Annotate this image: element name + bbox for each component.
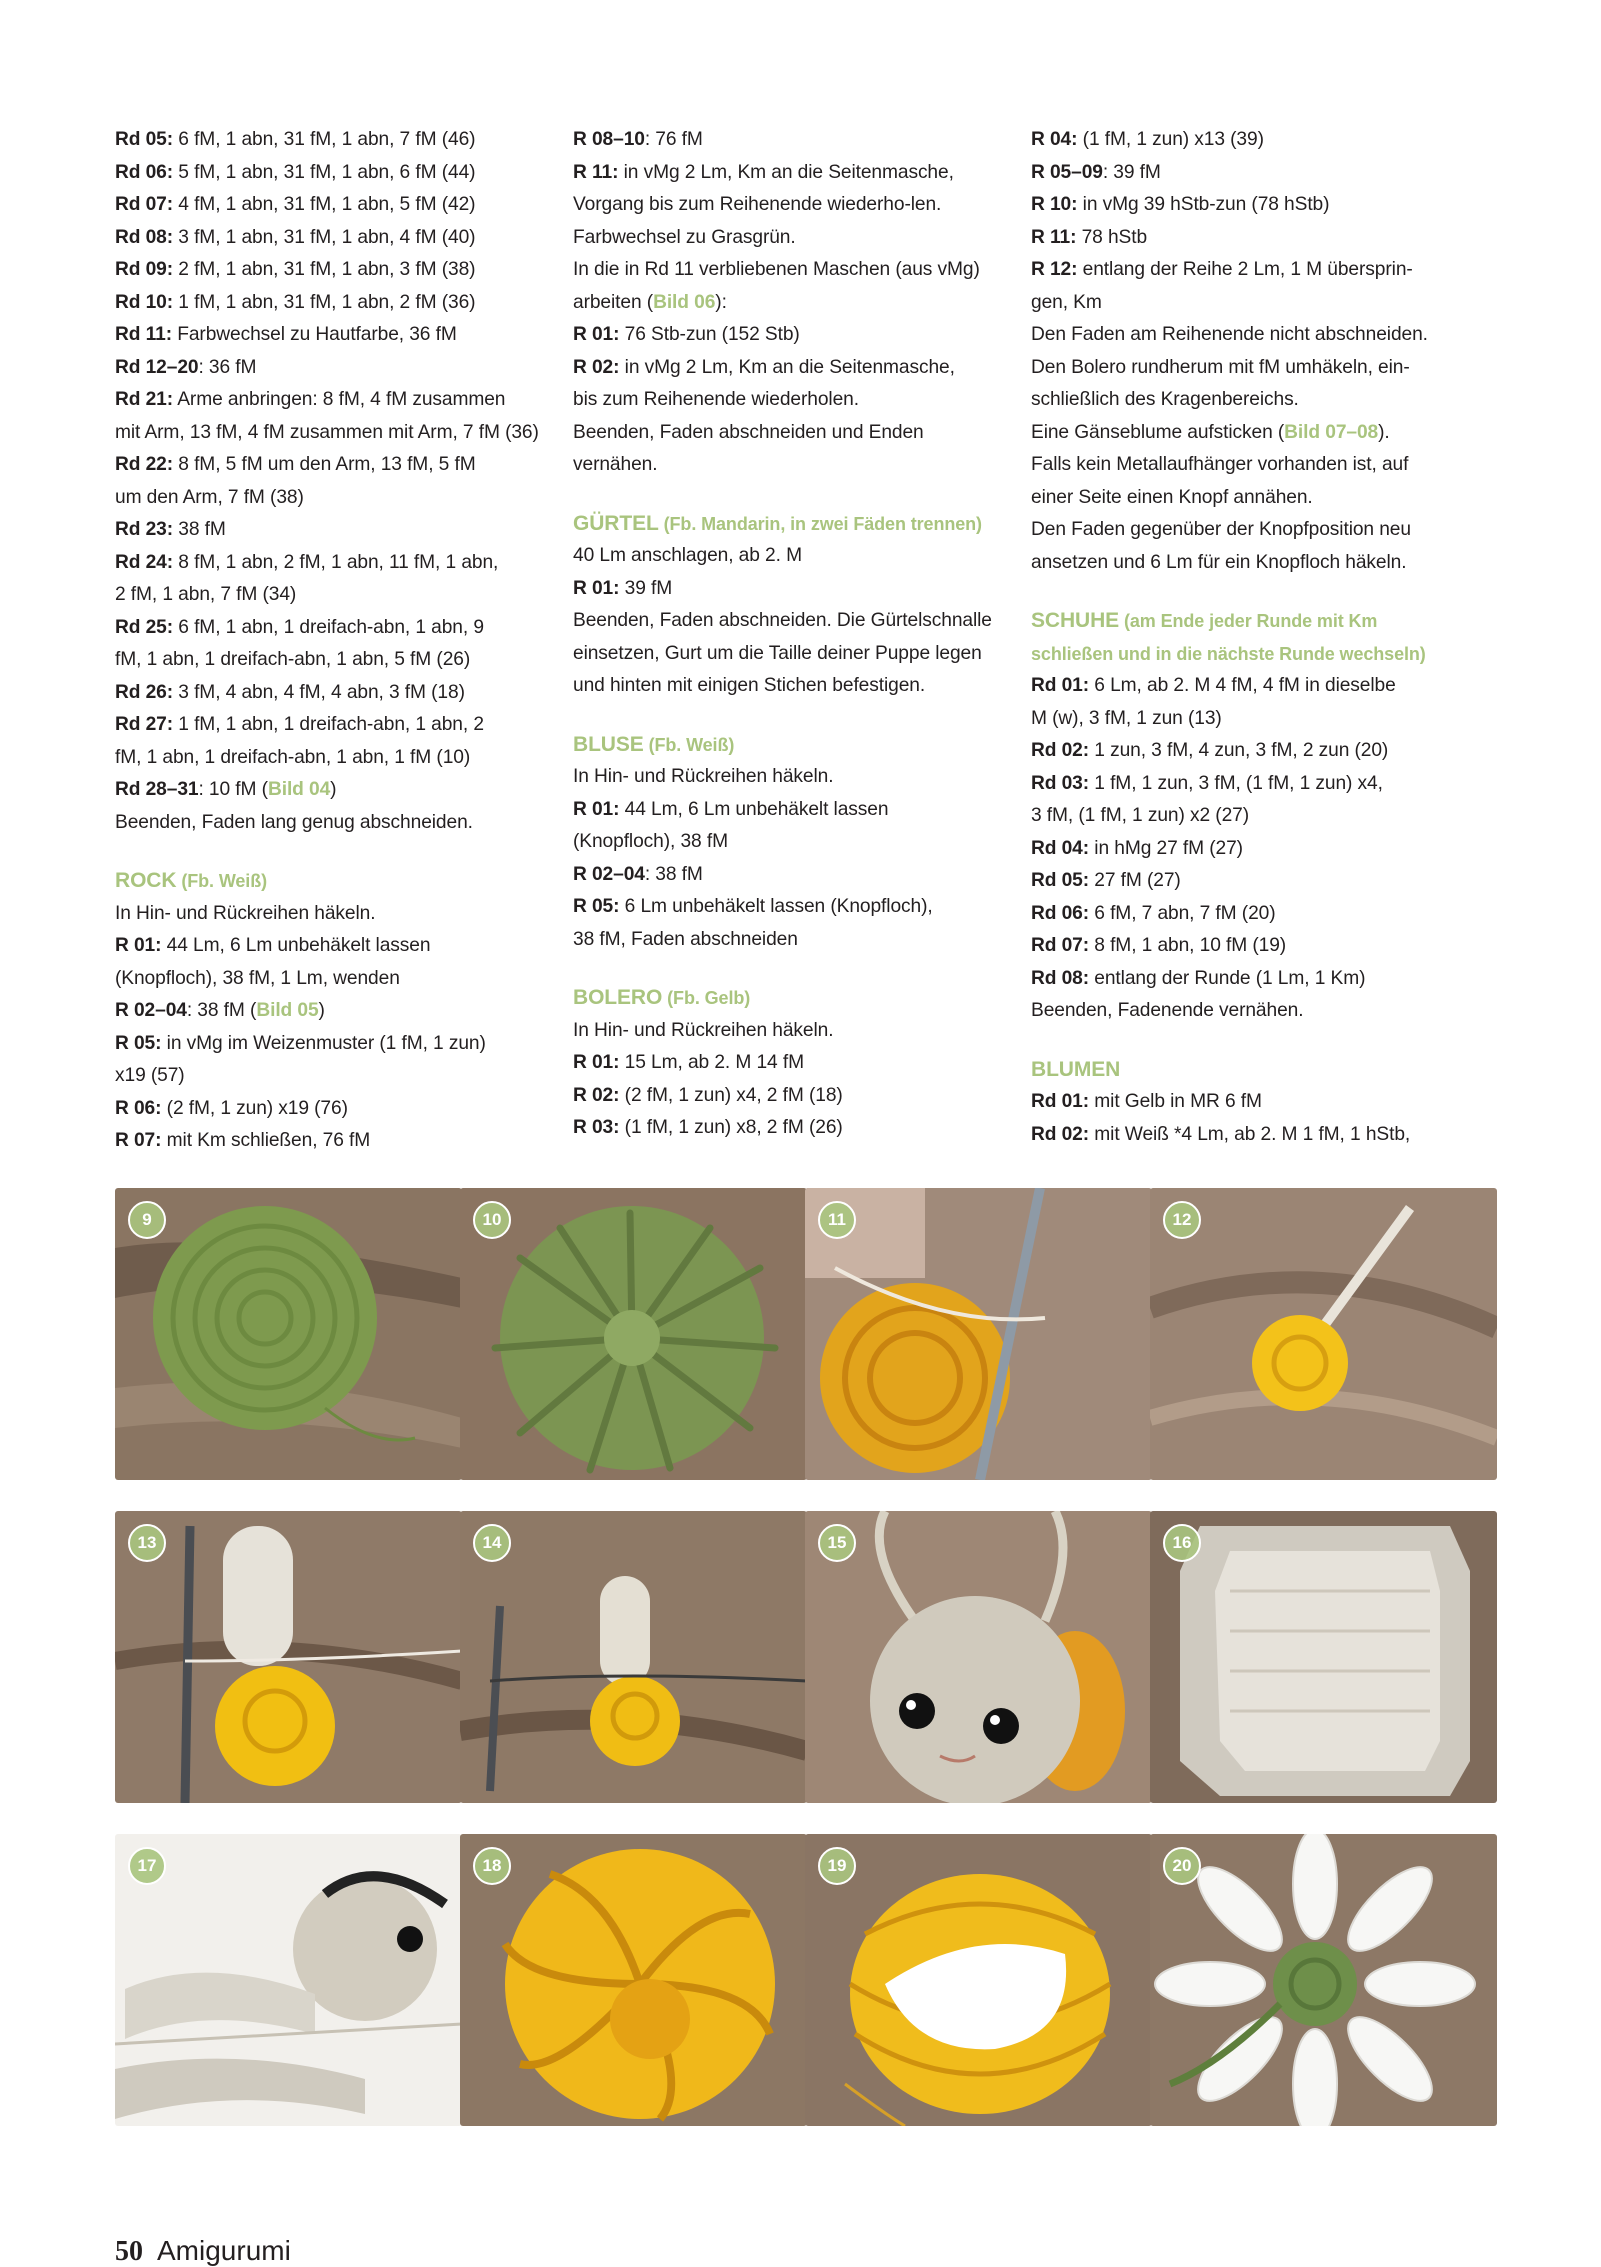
instruction-text: Eine Gänseblume aufsticken ( [1031, 421, 1285, 443]
photo-20 [1150, 1834, 1497, 2126]
instruction-text: 3 fM, 1 abn, 31 fM, 1 abn, 4 fM (40) [173, 226, 476, 248]
text-line [573, 1047, 1003, 1080]
yellow-piece-with-hook-image [805, 1188, 1152, 1480]
round-label: R 11: [1031, 226, 1077, 248]
yellow-piece-with-hook-image [460, 1511, 807, 1803]
round-label: Rd 07: [115, 194, 174, 215]
instruction-text: Vorgang bis zum Reihenende wiederho-len. [573, 194, 942, 215]
text-line [115, 417, 545, 450]
instruction-text: Falls kein Metallaufhänger vorhanden ist, auf [1031, 454, 1409, 475]
instruction-text: mit Weiß *4 Lm, ab 2. M 1 fM, 1 hStb, [1089, 1123, 1411, 1145]
round-label: R 01: [573, 577, 620, 599]
blumen-instructions [1031, 1086, 1461, 1151]
instruction-text: 6 fM, 1 abn, 1 dreifach-abn, 1 abn, 9 [173, 616, 484, 638]
instruction-text: und hinten mit einigen Stichen befestigen. [573, 675, 926, 696]
text-line [573, 924, 1003, 957]
text-line [573, 384, 1003, 417]
instruction-text: einsetzen, Gurt um die Taille deiner Puppe legen [573, 642, 982, 664]
text-line [115, 1060, 545, 1093]
instruction-text: in vMg 2 Lm, Km an die Seitenmasche, [619, 356, 955, 378]
text-line [573, 319, 1003, 352]
round-label: Rd 02: [1031, 1123, 1090, 1145]
text-line [1031, 319, 1461, 352]
photo-number-badge: 16 [1163, 1524, 1201, 1562]
round-label: R 01: [573, 798, 620, 820]
text-line [1031, 124, 1461, 157]
round-label: Rd 26: [115, 681, 174, 703]
photo-14 [460, 1511, 807, 1803]
photo-13 [115, 1511, 462, 1803]
instruction-text: 6 fM, 7 abn, 7 fM (20) [1089, 902, 1276, 924]
round-label: Rd 04: [1031, 837, 1090, 859]
text-line [573, 761, 1003, 794]
instruction-text: bis zum Reihenende wiederholen. [573, 389, 859, 410]
text-line [115, 287, 545, 320]
text-line [1031, 482, 1461, 515]
instruction-text: 76 Stb-zun (152 Stb) [619, 324, 800, 345]
text-line [573, 254, 1003, 287]
text-line [115, 774, 545, 807]
text-line [115, 124, 545, 157]
round-label: R 05: [573, 896, 620, 917]
section-heading-schuhe: SCHUHE (am Ende jeder Runde mit Km [1031, 609, 1378, 632]
text-line [115, 384, 545, 417]
text-line [115, 995, 545, 1028]
instruction-text: ansetzen und 6 Lm für ein Knopfloch häkeln. [1031, 551, 1407, 573]
doll-head-image [805, 1511, 1152, 1803]
text-line [115, 514, 545, 547]
guertel-instructions [573, 540, 1003, 703]
round-label: Rd 08: [1031, 967, 1090, 989]
text-line [1031, 735, 1461, 768]
instruction-text: In Hin- und Rückreihen häkeln. [573, 766, 834, 787]
round-label: R 07: [115, 1130, 162, 1151]
text-column-2 [573, 124, 1003, 1145]
text-line [1031, 963, 1461, 996]
instruction-text: Farbwechsel zu Grasgrün. [573, 226, 796, 248]
photo-number-badge: 17 [128, 1847, 166, 1885]
text-line [1031, 287, 1461, 320]
round-label: R 11: [573, 161, 619, 183]
text-line [1031, 222, 1461, 255]
instruction-text: 39 fM [619, 577, 673, 599]
round-label: Rd 07: [1031, 935, 1090, 956]
text-line [573, 417, 1003, 450]
round-label: Rd 05: [115, 129, 174, 150]
text-line [115, 1028, 545, 1061]
text-line [1031, 254, 1461, 287]
instruction-text: um den Arm, 7 fM (38) [115, 486, 304, 508]
text-line [1031, 417, 1461, 450]
instruction-text: In Hin- und Rückreihen häkeln. [573, 1019, 834, 1041]
photo-number-badge: 12 [1163, 1201, 1201, 1239]
instruction-text: In die in Rd 11 verbliebenen Maschen (aus vMg) [573, 259, 980, 280]
text-line [115, 1125, 545, 1158]
text-line [1031, 768, 1461, 801]
round-label: R 03: [573, 1117, 620, 1138]
text-line [573, 287, 1003, 320]
text-line [115, 742, 545, 775]
round-label: R 04: [1031, 129, 1078, 150]
magazine-title: Amigurumi [157, 2235, 291, 2266]
instruction-text: 8 fM, 1 abn, 10 fM (19) [1089, 935, 1287, 956]
instruction-text: in vMg 39 hStb-zun (78 hStb) [1077, 194, 1330, 215]
round-label: R 10: [1031, 194, 1078, 215]
instruction-text: in vMg im Weizenmuster (1 fM, 1 zun) [161, 1032, 486, 1054]
instruction-text: 2 fM, 1 abn, 7 fM (34) [115, 584, 297, 605]
round-label: Rd 23: [115, 519, 174, 540]
round-label: Rd 12–20 [115, 356, 199, 378]
round-label: Rd 27: [115, 714, 174, 735]
pattern-lines [573, 124, 1003, 482]
round-label: Rd 28–31 [115, 779, 199, 800]
instruction-text: mit Km schließen, 76 fM [161, 1130, 371, 1151]
text-line [573, 891, 1003, 924]
yellow-bolero-image [460, 1834, 807, 2126]
photo-15 [805, 1511, 1152, 1803]
round-label: R 02–04 [115, 1000, 187, 1021]
text-line [1031, 930, 1461, 963]
instruction-text: Beenden, Fadenende vernähen. [1031, 1000, 1304, 1021]
text-line [1031, 995, 1461, 1028]
instruction-text: : 76 fM [644, 129, 703, 150]
instruction-text: fM, 1 abn, 1 dreifach-abn, 1 abn, 1 fM (10) [115, 746, 471, 768]
instruction-text: Den Faden am Reihenende nicht abschneiden. [1031, 324, 1428, 345]
text-line [1031, 449, 1461, 482]
round-label: R 12: [1031, 259, 1078, 280]
daisy-flower-image [1150, 1834, 1497, 2126]
text-line [115, 222, 545, 255]
instruction-text: (1 fM, 1 zun) x13 (39) [1077, 129, 1264, 150]
image-reference: Bild 04 [267, 779, 331, 800]
instruction-text: In Hin- und Rückreihen häkeln. [115, 902, 376, 924]
text-line [115, 189, 545, 222]
round-label: Rd 02: [1031, 740, 1090, 761]
photo-number-badge: 11 [818, 1201, 856, 1239]
round-label: Rd 01: [1031, 675, 1090, 696]
photo-number-badge: 10 [473, 1201, 511, 1239]
text-line [1031, 865, 1461, 898]
instruction-text: (2 fM, 1 zun) x19 (76) [161, 1097, 348, 1119]
photo-number-badge: 14 [473, 1524, 511, 1562]
text-line [573, 573, 1003, 606]
text-line [573, 605, 1003, 638]
photo-19 [805, 1834, 1152, 2126]
instruction-text: 78 hStb [1076, 226, 1148, 248]
instruction-text: 1 fM, 1 zun, 3 fM, (1 fM, 1 zun) x4, [1089, 772, 1383, 794]
text-line [1031, 352, 1461, 385]
instruction-text: 6 fM, 1 abn, 31 fM, 1 abn, 7 fM (46) [173, 129, 476, 150]
round-label: Rd 06: [115, 161, 174, 183]
text-line [115, 449, 545, 482]
instruction-text: 38 fM, Faden abschneiden [573, 928, 798, 950]
white-blouse-image [1150, 1511, 1497, 1803]
text-line [115, 319, 545, 352]
text-line [573, 638, 1003, 671]
instruction-text: ) [318, 1000, 325, 1021]
instruction-text: ): [715, 291, 727, 313]
instruction-text: 44 Lm, 6 Lm unbehäkelt lassen [161, 935, 431, 956]
text-line [573, 540, 1003, 573]
green-crochet-disc-image [115, 1188, 462, 1480]
text-line [115, 709, 545, 742]
round-label: Rd 11: [115, 324, 172, 345]
text-line [115, 254, 545, 287]
instruction-text: : 10 fM ( [198, 779, 268, 800]
section-heading-schuhe-cont: schließen und in die nächste Runde wechseln) [1031, 643, 1426, 664]
round-label: Rd 10: [115, 291, 174, 313]
instruction-text: Beenden, Faden lang genug abschneiden. [115, 811, 473, 833]
photo-9 [115, 1188, 462, 1480]
instruction-text: 8 fM, 1 abn, 2 fM, 1 abn, 11 fM, 1 abn, [173, 551, 499, 573]
text-line [1031, 703, 1461, 736]
instruction-text: entlang der Reihe 2 Lm, 1 M übersprin- [1077, 259, 1413, 280]
round-label: R 01: [573, 324, 620, 345]
round-label: Rd 05: [1031, 870, 1090, 891]
text-line [1031, 800, 1461, 833]
text-line [573, 352, 1003, 385]
round-label: Rd 03: [1031, 772, 1090, 794]
text-line [1031, 898, 1461, 931]
instruction-text: 2 fM, 1 abn, 31 fM, 1 abn, 3 fM (38) [173, 259, 476, 280]
round-label: Rd 08: [115, 226, 174, 248]
instruction-text: Arme anbringen: 8 fM, 4 fM zusammen [173, 389, 506, 410]
instruction-text: entlang der Runde (1 Lm, 1 Km) [1089, 967, 1366, 989]
text-line [1031, 514, 1461, 547]
round-label: R 06: [115, 1097, 162, 1119]
instruction-text: arbeiten ( [573, 291, 654, 313]
round-label: R 01: [573, 1052, 620, 1073]
instruction-text: 6 Lm unbehäkelt lassen (Knopfloch), [619, 896, 933, 917]
text-line [573, 124, 1003, 157]
instruction-text: 1 zun, 3 fM, 4 zun, 3 fM, 2 zun (20) [1089, 740, 1389, 761]
photo-number-badge: 13 [128, 1524, 166, 1562]
section-heading-blumen: BLUMEN [1031, 1057, 1121, 1081]
schuhe-instructions [1031, 670, 1461, 1028]
instruction-text: 1 fM, 1 abn, 31 fM, 1 abn, 2 fM (36) [173, 291, 476, 313]
text-line [115, 579, 545, 612]
yellow-flower-center-image [1150, 1188, 1497, 1480]
bolero-instructions [573, 1015, 1003, 1145]
instruction-text: Den Bolero rundherum mit fM umhäkeln, ein- [1031, 356, 1410, 378]
instruction-text: ). [1378, 421, 1390, 443]
photo-11 [805, 1188, 1152, 1480]
instruction-text: : 36 fM [198, 356, 257, 378]
instruction-text: (2 fM, 1 zun) x4, 2 fM (18) [619, 1084, 843, 1106]
instruction-text: fM, 1 abn, 1 dreifach-abn, 1 abn, 5 fM (26) [115, 649, 471, 670]
image-reference: Bild 06 [653, 291, 716, 313]
text-line [1031, 670, 1461, 703]
instruction-text: ) [330, 779, 337, 800]
yellow-piece-with-hook-image [115, 1511, 462, 1803]
page-footer [115, 2236, 291, 2267]
text-line [115, 612, 545, 645]
green-ruffled-skirt-image [460, 1188, 807, 1480]
instruction-text: 6 Lm, ab 2. M 4 fM, 4 fM in dieselbe [1089, 675, 1396, 696]
text-line [573, 222, 1003, 255]
instruction-text: 40 Lm anschlagen, ab 2. M [573, 545, 802, 566]
instruction-text: : 38 fM [644, 863, 703, 885]
instruction-text: (Knopfloch), 38 fM [573, 831, 728, 852]
text-line [115, 157, 545, 190]
photo-number-badge: 20 [1163, 1847, 1201, 1885]
instruction-text: 15 Lm, ab 2. M 14 fM [619, 1052, 804, 1073]
instruction-text: Beenden, Faden abschneiden und Enden [573, 421, 924, 443]
instruction-text: 5 fM, 1 abn, 31 fM, 1 abn, 6 fM (44) [173, 161, 476, 183]
photo-18 [460, 1834, 807, 2126]
text-line [115, 807, 545, 840]
instruction-text: : 39 fM [1102, 161, 1161, 183]
text-line [573, 449, 1003, 482]
instruction-text: schließlich des Kragenbereichs. [1031, 389, 1299, 410]
text-line [1031, 547, 1461, 580]
instruction-text: einer Seite einen Knopf annähen. [1031, 486, 1313, 508]
instruction-text: mit Arm, 13 fM, 4 fM zusammen mit Arm, 7 fM (36) [115, 421, 539, 443]
instruction-text: 8 fM, 5 fM um den Arm, 13 fM, 5 fM [173, 454, 476, 475]
round-label: Rd 09: [115, 259, 174, 280]
text-line [115, 898, 545, 931]
photo-number-badge: 19 [818, 1847, 856, 1885]
text-line [573, 189, 1003, 222]
instruction-text: : 38 fM ( [186, 1000, 257, 1021]
text-line [1031, 833, 1461, 866]
instruction-text: x19 (57) [115, 1065, 185, 1086]
round-label: R 01: [115, 935, 162, 956]
round-label: R 02: [573, 356, 620, 378]
pattern-lines [1031, 124, 1461, 579]
instruction-text: 3 fM, (1 fM, 1 zun) x2 (27) [1031, 805, 1250, 826]
text-line [115, 352, 545, 385]
photo-number-badge: 18 [473, 1847, 511, 1885]
instruction-text: M (w), 3 fM, 1 zun (13) [1031, 707, 1222, 729]
rock-instructions [115, 898, 545, 1158]
photo-10 [460, 1188, 807, 1480]
text-line [115, 963, 545, 996]
page-number: 50 [115, 2236, 143, 2267]
round-label: Rd 25: [115, 616, 174, 638]
instruction-text: gen, Km [1031, 291, 1102, 313]
text-column-1 [115, 124, 545, 1158]
section-heading-rock: ROCK (Fb. Weiß) [115, 869, 267, 892]
text-line [115, 644, 545, 677]
text-line [1031, 384, 1461, 417]
instruction-text: (Knopfloch), 38 fM, 1 Lm, wenden [115, 967, 400, 989]
instruction-text: Farbwechsel zu Hautfarbe, 36 fM [171, 324, 457, 345]
text-line [573, 1112, 1003, 1145]
instruction-text: mit Gelb in MR 6 fM [1089, 1091, 1262, 1112]
text-line [1031, 1086, 1461, 1119]
section-heading-guertel: GÜRTEL (Fb. Mandarin, in zwei Fäden trennen) [573, 511, 982, 535]
text-line [1031, 1119, 1461, 1152]
pattern-lines [115, 124, 545, 839]
doll-with-blouse-image [115, 1834, 462, 2126]
text-line [115, 1093, 545, 1126]
text-line [115, 677, 545, 710]
round-label: Rd 22: [115, 454, 174, 475]
text-line [573, 794, 1003, 827]
round-label: Rd 21: [115, 389, 174, 410]
text-line [573, 1015, 1003, 1048]
bluse-instructions [573, 761, 1003, 956]
round-label: R 02–04 [573, 863, 645, 885]
text-line [1031, 157, 1461, 190]
instruction-text: in vMg 2 Lm, Km an die Seitenmasche, [618, 161, 954, 183]
instruction-text: 44 Lm, 6 Lm unbehäkelt lassen [619, 798, 889, 820]
text-line [573, 859, 1003, 892]
text-line [573, 826, 1003, 859]
instruction-text: in hMg 27 fM (27) [1089, 837, 1243, 859]
text-line [1031, 189, 1461, 222]
round-label: R 02: [573, 1084, 620, 1106]
photo-number-badge: 15 [818, 1524, 856, 1562]
round-label: R 05: [115, 1032, 162, 1054]
instruction-text: Den Faden gegenüber der Knopfposition neu [1031, 519, 1411, 540]
text-line [115, 547, 545, 580]
photo-12 [1150, 1188, 1497, 1480]
round-label: Rd 06: [1031, 902, 1090, 924]
instruction-text: Beenden, Faden abschneiden. Die Gürtelschnalle [573, 610, 992, 631]
round-label: R 08–10 [573, 129, 645, 150]
photo-17 [115, 1834, 462, 2126]
instruction-text: 38 fM [173, 519, 226, 540]
section-heading-bluse: BLUSE (Fb. Weiß) [573, 732, 735, 756]
instruction-text: vernähen. [573, 454, 658, 475]
text-column-3 [1031, 124, 1461, 1151]
instruction-text: 1 fM, 1 abn, 1 dreifach-abn, 1 abn, 2 [173, 714, 484, 735]
text-line [115, 930, 545, 963]
round-label: Rd 01: [1031, 1091, 1090, 1112]
text-line [573, 157, 1003, 190]
photo-16 [1150, 1511, 1497, 1803]
instruction-text: 27 fM (27) [1089, 870, 1181, 891]
round-label: Rd 24: [115, 551, 174, 573]
text-line [115, 482, 545, 515]
section-heading-bolero: BOLERO (Fb. Gelb) [573, 986, 751, 1009]
photo-number-badge: 9 [128, 1201, 166, 1239]
instruction-text: 4 fM, 1 abn, 31 fM, 1 abn, 5 fM (42) [173, 194, 476, 215]
image-reference: Bild 05 [256, 1000, 319, 1021]
instruction-text: (1 fM, 1 zun) x8, 2 fM (26) [619, 1117, 843, 1138]
image-reference: Bild 07–08 [1284, 421, 1379, 443]
text-line [573, 670, 1003, 703]
instruction-text: 3 fM, 4 abn, 4 fM, 4 abn, 3 fM (18) [173, 681, 465, 703]
yellow-shoe-image [805, 1834, 1152, 2126]
round-label: R 05–09 [1031, 161, 1103, 183]
text-line [573, 1080, 1003, 1113]
